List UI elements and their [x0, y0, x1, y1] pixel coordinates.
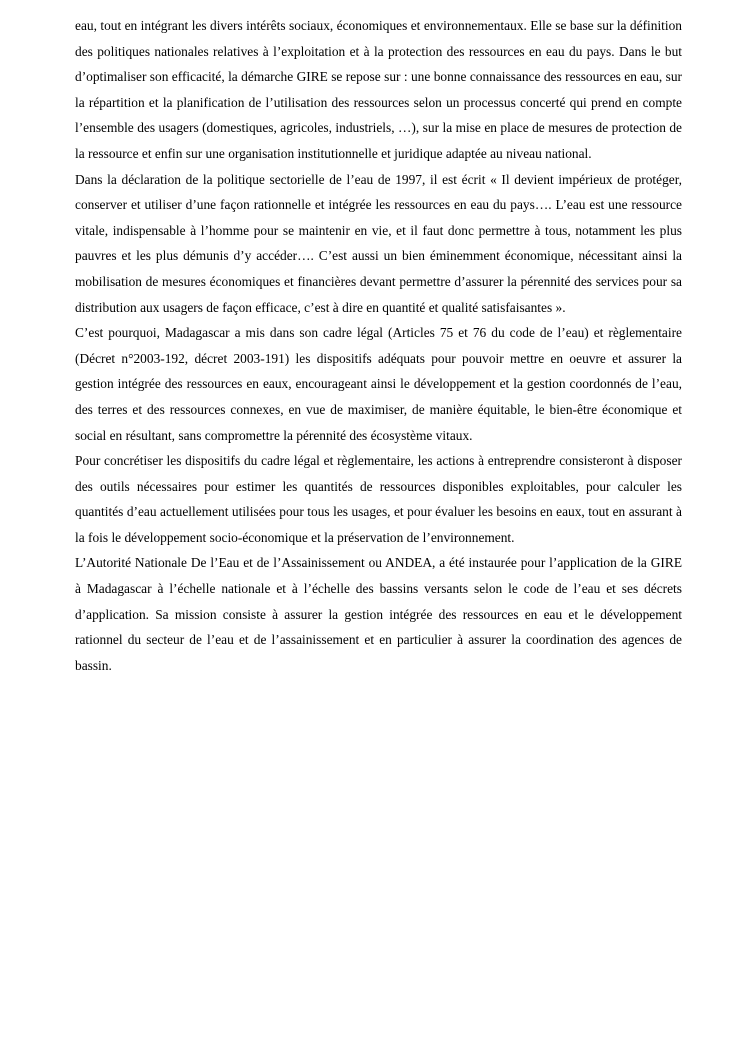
- paragraph-dispositifs-actions: Pour concrétiser les dispositifs du cadre légal et règlementaire, les actions à entreprendre consisteront à disposer des outils nécessaires pour estimer les quantités de ressources disponibles exploitables, pour calculer les quantités d’eau actuellement utilisées pour tous les usages, et pour évaluer les besoins en eaux, tout en assurant à la fois le développement socio-économique et la préservation de l’environnement.: [75, 453, 682, 545]
- paragraph-andea: L’Autorité Nationale De l’Eau et de l’Assainissement ou ANDEA, a été instaurée pour l’application de la GIRE à Madagascar à l’échelle nationale et à l’échelle des bassins versants selon le code de l’eau et ses décrets d’application. Sa mission consiste à assurer la gestion intégrée des ressources en eau et le développement rationnel du secteur de l’eau et de l’assainissement et en particulier à assurer la coordination des agences de bassin.: [75, 555, 682, 673]
- document-body: [75, 13, 682, 678]
- paragraph-politique-sectorielle-1997: Dans la déclaration de la politique sectorielle de l’eau de 1997, il est écrit « Il devient impérieux de protéger, conserver et utiliser d’une façon rationnelle et intégrée les ressources en eau du pays…. L’eau est une ressource vitale, indispensable à l’homme pour se maintenir en vie, et il faut donc permettre à tous, notamment les plus pauvres et les plus démunis d’y accéder…. C’est aussi un bien éminemment économique, nécessitant ainsi la mobilisation de mesures économiques et financières devant permettre d’assurer la pérennité des services pour sa distribution aux usagers de façon efficace, c’est à dire en quantité et qualité satisfaisantes ».: [75, 171, 682, 315]
- paragraph-cadre-legal: C’est pourquoi, Madagascar a mis dans son cadre légal (Articles 75 et 76 du code de l’eau) et règlementaire (Décret n°2003-192, décret 2003-191) les dispositifs adéquats pour pouvoir mettre en oeuvre et assurer la gestion intégrée des ressources en eaux, encourageant ainsi le développement et la gestion coordonnés de l’eau, des terres et des ressources connexes, en vue de maximiser, de manière équitable, le bien-être économique et social en résultant, sans compromettre la pérennité des écosystème vitaux.: [75, 325, 682, 443]
- paragraph-gire-definition: eau, tout en intégrant les divers intérêts sociaux, économiques et environnementaux. Elle se base sur la définition des politiques nationales relatives à l’exploitation et à la protection des ressources en eau du pays. Dans le but d’optimaliser son efficacité, la démarche GIRE se repose sur : une bonne connaissance des ressources en eau, sur la répartition et la planification de l’utilisation des ressources selon un processus concerté qui prend en compte l’ensemble des usagers (domestiques, agricoles, industriels, …), sur la mise en place de mesures de protection de la ressource et enfin sur une organisation institutionnelle et juridique adaptée au niveau national.: [75, 18, 682, 161]
